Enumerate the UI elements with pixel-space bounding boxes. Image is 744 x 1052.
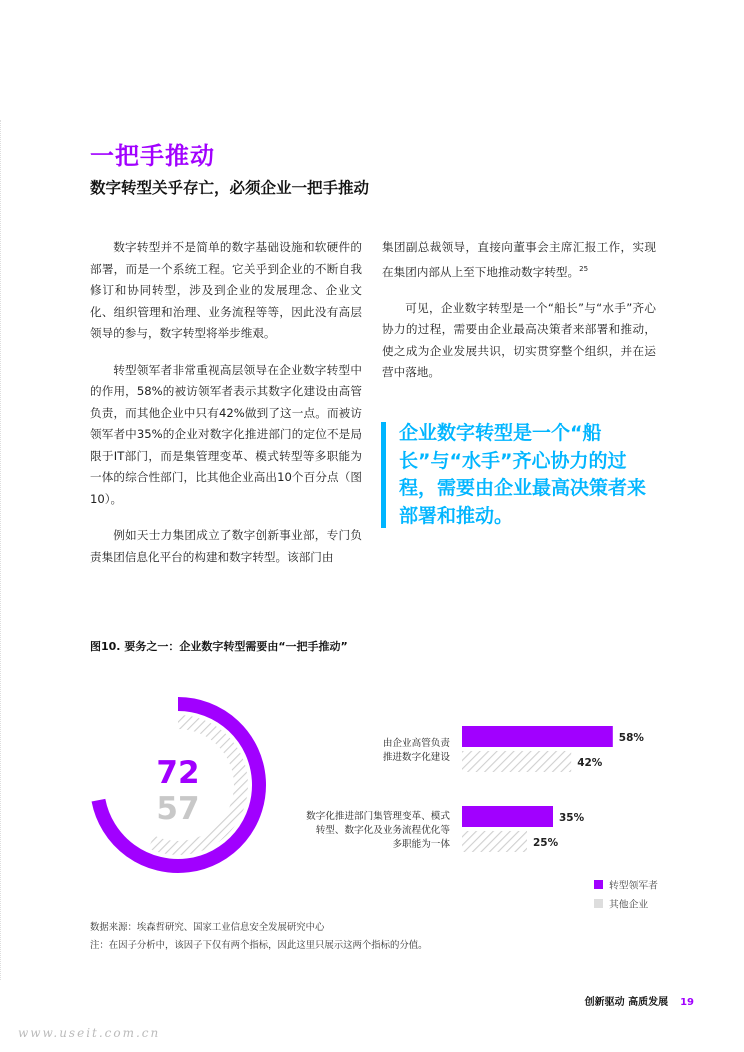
legend-label: 转型领军者 (609, 880, 658, 892)
figure-title: 图10. 要务之一：企业数字转型需要由“一把手推动” (90, 640, 348, 653)
bar-value-label: 58% (618, 732, 644, 744)
category-label: 由企业高管负责 (382, 738, 450, 749)
source-note: 数据来源：埃森哲研究、国家工业信息安全发展研究中心 (90, 922, 325, 933)
donut-value-other: 57 (156, 791, 200, 827)
section-title: 一把手推动 (90, 142, 215, 170)
category-label: 转型、数字化及业务流程优化等 (315, 825, 450, 836)
legend-swatch (594, 899, 603, 908)
paragraph: 可见，企业数字转型是一个“船长”与“水手”齐心协力的过程，需要由企业最高决策者来部署和推动，使之成为企业发展共识，切实贯穿整个组织，并在运营中落地。 (382, 300, 656, 380)
footer-text: 创新驱动 高质发展 (584, 997, 669, 1008)
bar-chart (306, 726, 644, 852)
section-subtitle: 数字转型关乎存亡，必须企业一把手推动 (90, 179, 370, 197)
watermark: www.useit.com.cn (18, 1026, 161, 1040)
paragraph: 例如天士力集团成立了数字创新事业部，专门负责集团信息化平台的构建和数字转型。该部门由 (90, 528, 362, 564)
footnote: 注：在因子分析中，该因子下仅有两个指标，因此这里只展示这两个指标的分值。 (90, 940, 428, 951)
bar-leader (462, 726, 613, 747)
bar-other (462, 751, 571, 772)
donut-value-leader: 72 (156, 755, 200, 791)
bar-value-label: 35% (559, 812, 585, 824)
chart-legend (594, 879, 658, 911)
donut-chart (98, 704, 259, 866)
bar-leader (462, 806, 553, 827)
page-footer (585, 993, 694, 1008)
page-number: 19 (680, 997, 694, 1008)
footnote-ref: 25 (579, 264, 589, 273)
paragraph: 转型领军者非常重视高层领导在企业数字转型中的作用，58%的被访领军者表示其数字化建设由高管负责，而其他企业中只有42%做到了这一点。而被访领军者中35%的企业对数字化推进部门的定位不是局限于IT部门，而是集管理变革、模式转型等多职能为一体的综合性部门，比其他企业高出10个百分点（图10）。 (90, 362, 362, 506)
bar-other (462, 831, 527, 852)
legend-label: 其他企业 (609, 899, 649, 911)
legend-swatch (594, 880, 603, 889)
paragraph: 集团副总裁领导，直接向董事会主席汇报工作，实现在集团内部从上至下地推动数字转型。$^{25}$ (382, 240, 656, 279)
category-label: 推进数字化建设 (382, 752, 450, 763)
bar-value-label: 25% (533, 837, 559, 849)
category-label: 多职能为一体 (392, 839, 450, 850)
category-label: 数字化推进部门集管理变革、模式 (306, 811, 450, 822)
pull-quote: 企业数字转型是一个“船长”与“水手”齐心协力的过程，需要由企业最高决策者来部署和推动。 (399, 422, 647, 527)
paragraph: 数字转型并不是简单的数字基础设施和软硬件的部署，而是一个系统工程。它关乎到企业的不断自我修订和协同转型，涉及到企业的发展理念、企业文化、组织管理和治理、业务流程等等，因此没有高层领导的参与，数字转型将举步维艰。 (90, 240, 362, 340)
bar-value-label: 42% (577, 757, 603, 769)
